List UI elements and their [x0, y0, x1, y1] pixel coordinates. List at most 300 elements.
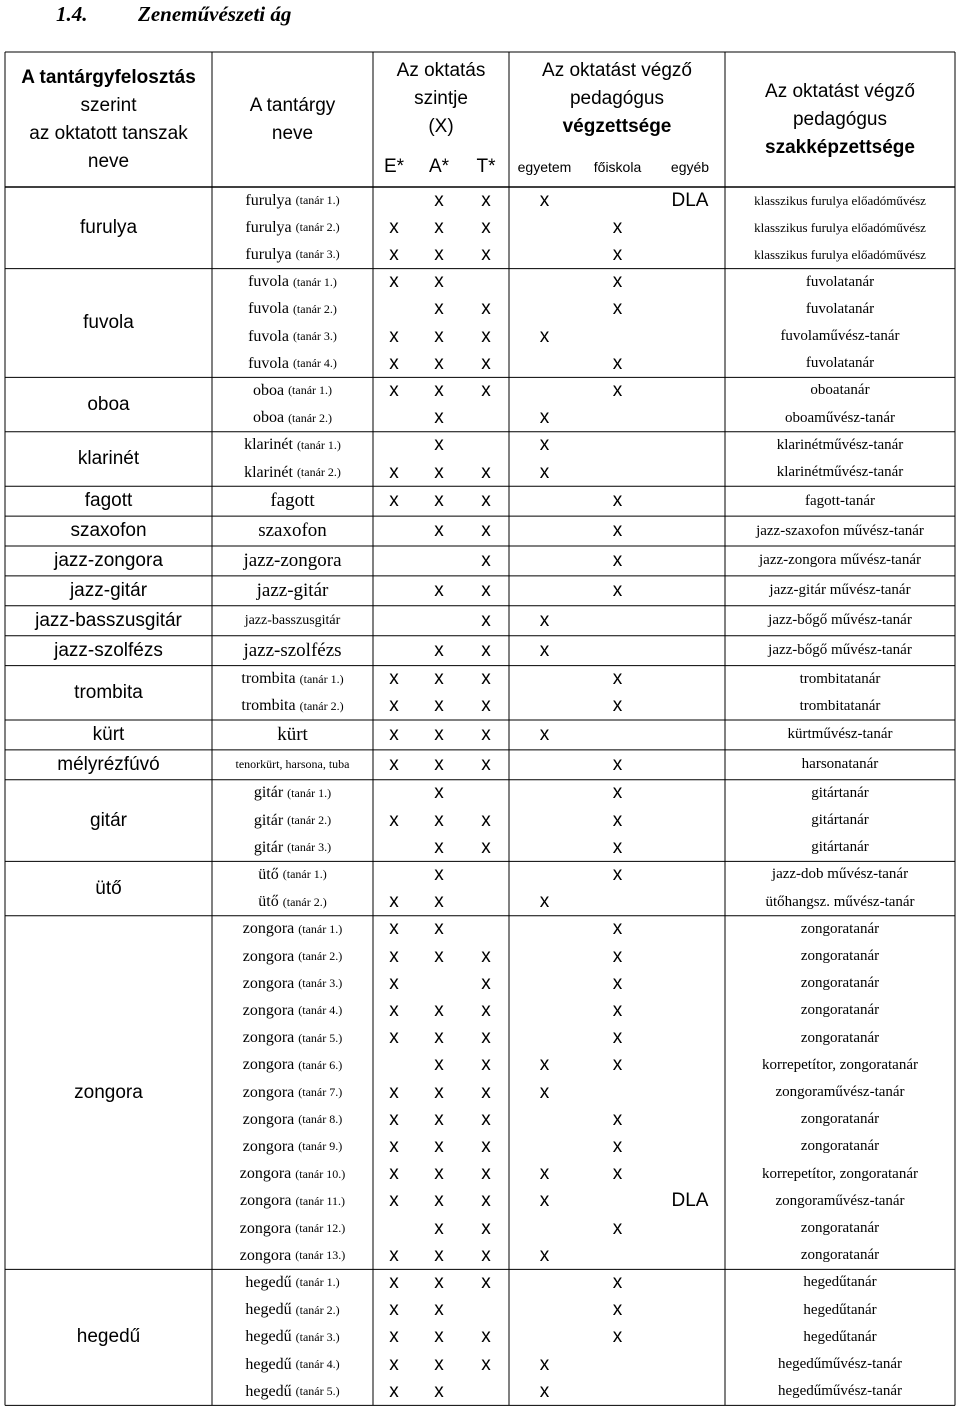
mark-cell: x	[389, 945, 399, 967]
qualification: harsonatanár	[801, 756, 879, 773]
mark-cell: x	[389, 972, 399, 994]
mark-cell: x	[434, 216, 444, 238]
header-tantargy	[212, 52, 373, 187]
subject-name	[220, 1052, 365, 1079]
qualification: hegedűtanár	[803, 1301, 877, 1318]
mark-cell: x	[612, 1027, 623, 1049]
mark-cell: x	[612, 1108, 623, 1130]
subject-name	[220, 214, 365, 241]
group-name: oboa	[87, 393, 130, 415]
group-name: fagott	[84, 490, 133, 512]
mark-cell: x	[434, 379, 444, 401]
qualification: fuvolatanár	[805, 273, 875, 290]
teacher-label: (tanár 4.)	[295, 1357, 340, 1372]
mark-cell: x	[481, 1054, 491, 1076]
mark-cell: x	[481, 243, 491, 265]
mark-cell: x	[612, 579, 623, 601]
mark-cell: x	[434, 461, 444, 483]
teacher-label: (tanár 2.)	[282, 894, 327, 909]
subject-label: furulya	[245, 245, 292, 263]
subject-name	[220, 377, 365, 404]
mark-cell: x	[389, 271, 399, 293]
qualification: fagott-tanár	[805, 492, 875, 509]
subject-label: fuvola	[248, 354, 289, 372]
teacher-label: (tanár 5.)	[295, 1384, 340, 1399]
header-szakkepzettseg-line: pedagógus	[792, 108, 888, 130]
teacher-label: (tanár 1.)	[295, 193, 340, 208]
qualification: klasszikus furulya előadóművész	[754, 246, 926, 262]
subject-name	[220, 1351, 365, 1378]
subheader-4: főiskola	[593, 158, 642, 175]
mark-cell: x	[481, 1135, 491, 1157]
qualification: jazz-zongora művész-tanár	[759, 552, 921, 569]
group-name: jazz-basszusgitár	[35, 609, 182, 631]
qualification: hegedűtanár	[803, 1328, 877, 1345]
mark-cell: x	[481, 1326, 491, 1348]
header-tantargy-line: neve	[271, 122, 314, 144]
qualification: zongoratanár	[800, 1002, 880, 1019]
header-szint-line: Az oktatás	[396, 60, 486, 81]
mark-cell: x	[389, 1081, 399, 1103]
subheader-3: egyetem	[517, 158, 572, 175]
subject-label: hegedű	[245, 1355, 292, 1373]
subject-label: tenorkürt, harsona, tuba	[235, 757, 350, 772]
mark-cell: x	[434, 520, 444, 542]
subject-label: fuvola	[248, 327, 289, 345]
teacher-label: (tanár 1.)	[296, 437, 341, 452]
subject-label: zongora	[242, 920, 295, 938]
mark-cell: x	[434, 243, 444, 265]
qualification: korrepetítor, zongoratanár	[762, 1165, 918, 1182]
qualification: trombitatanár	[799, 697, 881, 714]
mark-cell: x	[389, 461, 399, 483]
mark-cell: x	[434, 891, 444, 913]
subject-name	[220, 516, 365, 546]
mark-cell: x	[612, 1163, 623, 1185]
qualification: jazz-dob művész-tanár	[771, 866, 909, 883]
subject-name	[220, 1188, 365, 1215]
mark-cell: x	[612, 668, 623, 690]
mark-cell: x	[389, 1326, 399, 1348]
group-name: trombita	[74, 681, 143, 703]
mark-cell: x	[612, 1271, 623, 1293]
mark-cell: x	[389, 668, 399, 690]
mark-cell: x	[539, 1353, 550, 1375]
mark-cell: x	[539, 609, 550, 631]
mark-cell: x	[612, 271, 623, 293]
teacher-label: (tanár 3.)	[287, 840, 332, 855]
group-name: mélyrézfúvó	[57, 753, 160, 775]
subject-name	[220, 834, 365, 861]
teacher-label: (tanár 13.)	[295, 1248, 346, 1263]
mark-cell: x	[612, 549, 623, 571]
subheader-5: egyéb	[670, 158, 710, 175]
subject-name	[220, 636, 365, 666]
group-name: jazz-gitár	[69, 579, 148, 601]
mark-cell: x	[389, 1108, 399, 1130]
mark-cell: x	[539, 1380, 550, 1402]
subheader-0: E*	[383, 155, 405, 177]
subject-label: zongora	[242, 1056, 295, 1074]
subject-name	[220, 241, 365, 268]
qualification: klarinétművész-tanár	[776, 436, 904, 453]
mark-cell: x	[612, 1326, 623, 1348]
teacher-label: (tanár 4.)	[292, 356, 337, 371]
teacher-label: (tanár 8.)	[298, 1112, 343, 1127]
subject-name	[220, 1378, 365, 1405]
mark-cell: x	[539, 723, 550, 745]
subject-label: hegedű	[245, 1301, 292, 1319]
teacher-label: (tanár 3.)	[295, 1329, 340, 1344]
subject-name	[220, 432, 365, 459]
header-vegzettseg-line: végzettsége	[562, 116, 672, 137]
mark-cell: x	[434, 352, 444, 374]
mark-cell: x	[434, 1299, 444, 1321]
mark-cell: x	[612, 863, 623, 885]
teacher-label: (tanár 1.)	[295, 1275, 340, 1290]
qualification: oboaművész-tanár	[785, 409, 895, 426]
teacher-label: (tanár 7.)	[298, 1085, 343, 1100]
subject-label: zongora	[239, 1219, 292, 1237]
teacher-label: (tanár 3.)	[295, 247, 340, 262]
teacher-label: (tanár 4.)	[298, 1003, 343, 1018]
mark-cell: x	[434, 1135, 444, 1157]
header-szint	[373, 52, 509, 146]
teacher-label: (tanár 5.)	[298, 1030, 343, 1045]
mark-cell: x	[434, 918, 444, 940]
mark-cell: x	[434, 1271, 444, 1293]
mark-cell: x	[612, 1054, 623, 1076]
group-name: furulya	[79, 216, 138, 238]
mark-cell: x	[389, 999, 399, 1021]
subject-name	[220, 720, 365, 750]
qualification: ütőhangsz. művész-tanár	[765, 893, 915, 910]
mark-cell: x	[539, 1244, 550, 1266]
mark-cell: x	[612, 809, 623, 831]
teacher-label: (tanár 1.)	[299, 671, 344, 686]
subject-label: hegedű	[245, 1273, 292, 1291]
mark-cell: x	[612, 782, 623, 804]
subject-name	[220, 1242, 365, 1269]
qualification: oboatanár	[810, 382, 870, 399]
qualification: gitártanár	[811, 812, 869, 829]
header-vegzettseg	[509, 52, 725, 146]
teacher-label: (tanár 9.)	[298, 1139, 343, 1154]
mark-cell: x	[389, 753, 399, 775]
mark-cell: x	[434, 325, 444, 347]
subject-name	[220, 486, 365, 516]
qualification: zongoratanár	[800, 1029, 880, 1046]
mark-cell: x	[389, 1353, 399, 1375]
mark-cell: x	[612, 352, 623, 374]
header-szint-line: szintje	[414, 88, 468, 109]
mark-cell: x	[434, 836, 444, 858]
mark-cell: x	[612, 945, 623, 967]
mark-cell: x	[434, 407, 444, 429]
qualification: klasszikus furulya előadóművész	[754, 192, 926, 208]
mark-cell: x	[434, 298, 444, 320]
mark-cell: x	[539, 407, 550, 429]
subject-name	[220, 606, 365, 636]
header-szakkepzettseg-line: Az oktatást végző	[765, 80, 915, 102]
teacher-label: (tanár 1.)	[288, 383, 333, 398]
mark-cell: x	[481, 836, 491, 858]
mark-cell: x	[434, 782, 444, 804]
mark-cell: x	[481, 999, 491, 1021]
mark-cell: x	[434, 999, 444, 1021]
mark-cell: x	[434, 1244, 444, 1266]
subject-name	[220, 780, 365, 807]
subject-name	[220, 807, 365, 834]
subject-name	[220, 1215, 365, 1242]
mark-cell: x	[389, 243, 399, 265]
mark-cell: x	[612, 972, 623, 994]
mark-cell: x	[481, 189, 491, 211]
mark-cell: x	[481, 1108, 491, 1130]
subject-label: fuvola	[248, 273, 289, 291]
subject-label: zongora	[239, 1246, 292, 1264]
mark-cell: x	[434, 863, 444, 885]
qualification: zongoratanár	[800, 1247, 880, 1264]
mark-cell: x	[612, 1135, 623, 1157]
qualification: zongoratanár	[800, 1111, 880, 1128]
teacher-label: (tanár 1.)	[282, 867, 327, 882]
mark-cell: x	[481, 490, 491, 512]
qualification: fuvolatanár	[805, 300, 875, 317]
group-name: hegedű	[76, 1326, 141, 1348]
mark-cell: x	[434, 1380, 444, 1402]
teacher-label: (tanár 1.)	[287, 785, 332, 800]
header-szakkepzettseg-line: szakképzettsége	[765, 136, 915, 158]
header-tanszak-line: A tantárgyfelosztás	[21, 66, 196, 88]
subject-name	[220, 1297, 365, 1324]
mark-cell: x	[389, 1190, 399, 1212]
mark-cell: x	[481, 753, 491, 775]
mark-cell: x	[612, 836, 623, 858]
header-tanszak	[5, 52, 212, 187]
qualification: klarinétművész-tanár	[776, 464, 904, 481]
subject-name	[220, 323, 365, 350]
mark-cell: x	[481, 461, 491, 483]
mark-cell: x	[481, 1244, 491, 1266]
mark-cell: x	[434, 1081, 444, 1103]
subject-name	[220, 889, 365, 916]
header-szint-line: (X)	[428, 116, 454, 137]
header-tanszak-line: szerint	[80, 94, 137, 116]
subject-name	[220, 943, 365, 970]
mark-cell: x	[539, 1081, 550, 1103]
subject-label: zongora	[242, 1029, 295, 1047]
qualification: korrepetítor, zongoratanár	[762, 1056, 918, 1073]
header-vegzettseg-line: pedagógus	[569, 88, 665, 109]
subject-label: zongora	[242, 1137, 295, 1155]
subject-label: hegedű	[245, 1382, 292, 1400]
subject-label: klarinét	[244, 463, 293, 481]
mark-cell: x	[481, 379, 491, 401]
subject-label: kürt	[277, 723, 308, 745]
qualification: trombitatanár	[799, 670, 881, 687]
mark-cell: x	[389, 490, 399, 512]
mark-cell: x	[481, 809, 491, 831]
teacher-label: (tanár 2.)	[296, 465, 341, 480]
qualification: zongoraművész-tanár	[775, 1192, 905, 1209]
mark-cell: x	[539, 1054, 550, 1076]
subject-name	[220, 750, 365, 780]
mark-cell: x	[434, 1353, 444, 1375]
group-name: zongora	[74, 1081, 143, 1103]
section-number: 1.4.	[56, 2, 88, 26]
mark-cell: x	[539, 189, 550, 211]
mark-cell: x	[481, 1027, 491, 1049]
subject-label: ütő	[258, 893, 279, 911]
subject-label: oboa	[252, 381, 285, 399]
mark-cell: x	[612, 1299, 623, 1321]
mark-cell: x	[539, 639, 550, 661]
subject-name	[220, 1106, 365, 1133]
mark-cell: x	[389, 1027, 399, 1049]
mark-cell: x	[539, 461, 550, 483]
mark-cell: x	[539, 891, 550, 913]
mark-cell: x	[434, 668, 444, 690]
qualification: hegedűtanár	[803, 1274, 877, 1291]
mark-cell: x	[434, 1217, 444, 1239]
qualification: fuvolatanár	[805, 355, 875, 372]
subject-name	[220, 1324, 365, 1351]
group-name: fuvola	[83, 311, 134, 333]
mark-cell: x	[481, 1163, 491, 1185]
mark-cell: x	[612, 695, 623, 717]
mark-cell: x	[612, 753, 623, 775]
section-title: Zeneművészeti ág	[138, 2, 292, 26]
header-tanszak-line: neve	[87, 150, 130, 172]
subject-name	[220, 693, 365, 720]
mark-cell: x	[434, 434, 444, 456]
mark-cell: x	[481, 609, 491, 631]
teacher-label: (tanár 3.)	[292, 329, 337, 344]
subject-label: ütő	[258, 865, 279, 883]
subject-name	[220, 546, 365, 576]
mark-cell: x	[434, 1027, 444, 1049]
mark-cell: x	[434, 271, 444, 293]
mark-cell: x	[539, 325, 550, 347]
mark-cell: x	[389, 1163, 399, 1185]
group-name: ütő	[95, 877, 122, 899]
mark-cell: x	[434, 1190, 444, 1212]
teacher-label: (tanár 11.)	[295, 1193, 346, 1208]
mark-cell: x	[389, 1135, 399, 1157]
mark-cell: x	[612, 379, 623, 401]
mark-cell: x	[481, 972, 491, 994]
qualification: klasszikus furulya előadóművész	[754, 219, 926, 235]
header-tantargy-line: A tantárgy	[249, 94, 336, 116]
group-name: kürt	[92, 723, 125, 745]
group-name: szaxofon	[70, 520, 147, 542]
mark-cell: x	[434, 945, 444, 967]
subject-label: trombita	[241, 670, 296, 688]
subject-label: hegedű	[245, 1328, 292, 1346]
mark-cell: x	[612, 216, 623, 238]
subject-name	[220, 1079, 365, 1106]
mark-cell: x	[434, 809, 444, 831]
mark-cell: x	[389, 1299, 399, 1321]
subject-label: fagott	[270, 490, 315, 512]
qualification: jazz-bőgő művész-tanár	[768, 612, 912, 629]
subject-label: fuvola	[248, 300, 289, 318]
mark-cell: x	[481, 352, 491, 374]
teacher-label: (tanár 2.)	[288, 410, 333, 425]
mark-cell: x	[389, 216, 399, 238]
teacher-label: (tanár 2.)	[295, 220, 340, 235]
subject-label: zongora	[242, 1083, 295, 1101]
group-name: gitár	[90, 809, 127, 831]
qualification: fuvolaművész-tanár	[780, 328, 900, 345]
subject-name	[220, 405, 365, 432]
mark-cell: x	[481, 945, 491, 967]
mark-cell: x	[434, 1163, 444, 1185]
qualification: zongoraművész-tanár	[775, 1084, 905, 1101]
mark-cell: x	[612, 298, 623, 320]
mark-cell: x	[389, 695, 399, 717]
subject-label: jazz-gitár	[256, 579, 329, 601]
header-szakkepzettseg	[725, 52, 955, 187]
mark-cell: x	[434, 639, 444, 661]
qualification: zongoratanár	[800, 1220, 880, 1237]
subject-name	[220, 459, 365, 486]
qualification: jazz-bőgő művész-tanár	[768, 642, 912, 659]
qualification: zongoratanár	[800, 920, 880, 937]
qualification: zongoratanár	[800, 948, 880, 965]
mark-cell: x	[389, 379, 399, 401]
header-tanszak-line: az oktatott tanszak	[29, 122, 188, 144]
subject-name	[220, 666, 365, 693]
subject-label: jazz-basszusgitár	[244, 612, 341, 628]
subject-label: zongora	[242, 1001, 295, 1019]
teacher-label: (tanár 2.)	[295, 1302, 340, 1317]
subject-name	[220, 296, 365, 323]
mark-cell: x	[481, 668, 491, 690]
teacher-label: (tanár 1.)	[292, 274, 337, 289]
mark-cell: x	[481, 549, 491, 571]
subheader-1: A*	[428, 155, 450, 177]
subject-label: furulya	[245, 191, 292, 209]
subject-label: zongora	[239, 1192, 292, 1210]
mark-cell: x	[612, 520, 623, 542]
mark-cell: x	[481, 639, 491, 661]
mark-cell: x	[612, 243, 623, 265]
mark-cell: x	[389, 809, 399, 831]
mark-cell: x	[539, 1163, 550, 1185]
subheader-2: T*	[476, 155, 496, 177]
subject-label: zongora	[242, 974, 295, 992]
mark-cell: x	[434, 1108, 444, 1130]
mark-cell: x	[539, 1190, 550, 1212]
teacher-label: (tanár 10.)	[295, 1166, 346, 1181]
mark-cell: x	[434, 695, 444, 717]
subject-name	[220, 269, 365, 296]
mark-cell: x	[481, 325, 491, 347]
mark-cell: x	[481, 1190, 491, 1212]
mark-cell: x	[481, 1081, 491, 1103]
teacher-label: (tanár 3.)	[298, 976, 343, 991]
mark-cell: x	[481, 1271, 491, 1293]
qualification: kürtművész-tanár	[787, 726, 893, 743]
teacher-label: (tanár 2.)	[298, 949, 343, 964]
mark-cell: x	[389, 1271, 399, 1293]
teacher-label: (tanár 2.)	[292, 301, 337, 316]
mark-cell: DLA	[671, 189, 709, 211]
mark-cell: x	[612, 490, 623, 512]
subject-name	[220, 1133, 365, 1160]
